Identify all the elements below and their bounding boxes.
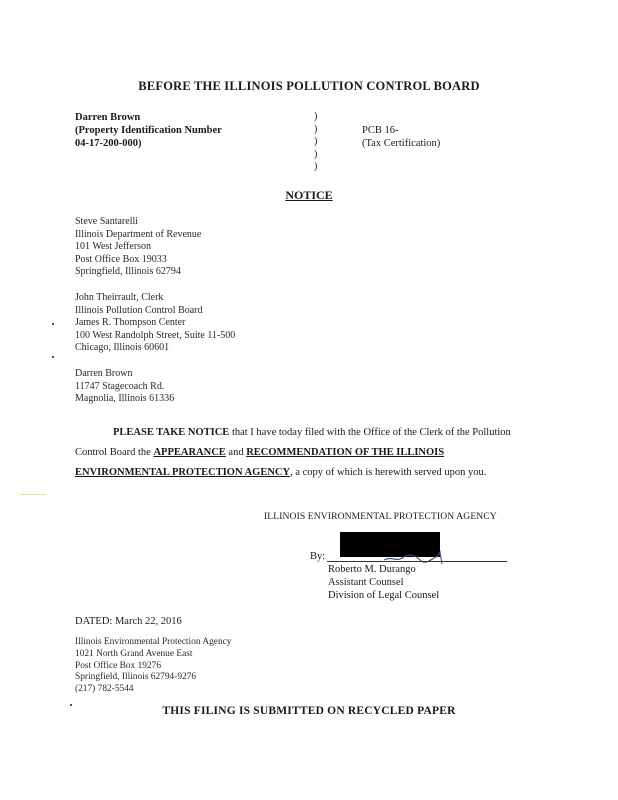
recipient-block — [75, 368, 174, 406]
address-line: Post Office Box 19276 — [75, 660, 162, 671]
footer-address — [75, 637, 231, 696]
caption-parens — [314, 111, 317, 174]
agency-name: ILLINOIS ENVIRONMENTAL PROTECTION AGENCY — [264, 511, 497, 522]
address-line: 100 West Randolph Street, Suite 11-500 — [75, 329, 236, 341]
caption-line: 04-17-200-000) — [75, 138, 142, 149]
recipient-block — [75, 216, 201, 279]
paren: ) — [314, 123, 318, 135]
address-line: John Theirrault, Clerk — [75, 292, 164, 303]
body-text: and — [225, 447, 247, 458]
lead-text: PLEASE TAKE NOTICE — [113, 427, 230, 438]
address-line: Magnolia, Illinois 61336 — [75, 393, 175, 405]
address-line: Springfield, Illinois 62794-9276 — [75, 672, 197, 683]
signatory-name: Roberto M. Durango — [328, 564, 416, 575]
body-text: Control Board the — [75, 447, 154, 458]
signatory-block — [328, 563, 439, 602]
highlight-mark — [20, 494, 46, 495]
body-text: that I have today filed with the Office of the Clerk of the Pollution — [229, 427, 511, 438]
address-line: Illinois Department of Revenue — [75, 228, 202, 240]
signatory-division: Division of Legal Counsel — [328, 590, 440, 601]
body-text: , a copy of which is herewith served upon you. — [290, 467, 487, 478]
case-type: (Tax Certification) — [362, 138, 441, 149]
paren: ) — [314, 148, 318, 160]
appearance-text: APPEARANCE — [153, 447, 226, 458]
caption-line: Darren Brown — [75, 112, 141, 123]
address-line: Post Office Box 19033 — [75, 253, 167, 265]
recycled-paper-note: THIS FILING IS SUBMITTED ON RECYCLED PAPER — [162, 705, 456, 717]
dated-line: DATED: March 22, 2016 — [75, 616, 182, 627]
address-line: Illinois Pollution Control Board — [75, 304, 203, 316]
notice-body — [75, 423, 511, 483]
notice-title: NOTICE — [285, 188, 333, 202]
address-line: 101 West Jefferson — [75, 241, 152, 253]
page-title: BEFORE THE ILLINOIS POLLUTION CONTROL BOARD — [138, 79, 480, 93]
recipient-block — [75, 292, 235, 355]
margin-dot — [52, 356, 54, 358]
address-line: Chicago, Illinois 60601 — [75, 342, 170, 354]
paren: ) — [314, 136, 318, 148]
address-line: (217) 782-5544 — [75, 684, 134, 695]
body-line-1 — [75, 423, 511, 443]
address-line: Illinois Environmental Protection Agency — [75, 637, 232, 647]
address-line: Springfield, Illinois 62794 — [75, 266, 181, 278]
paren: ) — [314, 161, 318, 173]
recommendation-text: RECOMMENDATION OF THE ILLINOIS — [246, 447, 445, 458]
signatory-title: Assistant Counsel — [328, 577, 404, 588]
paren: ) — [314, 111, 318, 122]
address-line: 1021 North Grand Avenue East — [75, 648, 193, 659]
signature-line — [327, 561, 507, 562]
margin-dot — [52, 323, 54, 325]
address-line: James R. Thompson Center — [75, 317, 186, 329]
address-line: Steve Santarelli — [75, 216, 139, 227]
body-line-2 — [75, 443, 511, 463]
caption-party — [75, 111, 222, 150]
address-line: 11747 Stagecoach Rd. — [75, 380, 165, 392]
address-line: Darren Brown — [75, 368, 133, 379]
case-info — [362, 124, 440, 150]
body-line-3 — [75, 463, 511, 483]
agency-underlined-text: ENVIRONMENTAL PROTECTION AGENCY — [75, 467, 291, 478]
caption-line: (Property Identification Number — [75, 125, 222, 136]
case-number: PCB 16- — [362, 125, 399, 136]
by-label: By: — [310, 551, 326, 562]
